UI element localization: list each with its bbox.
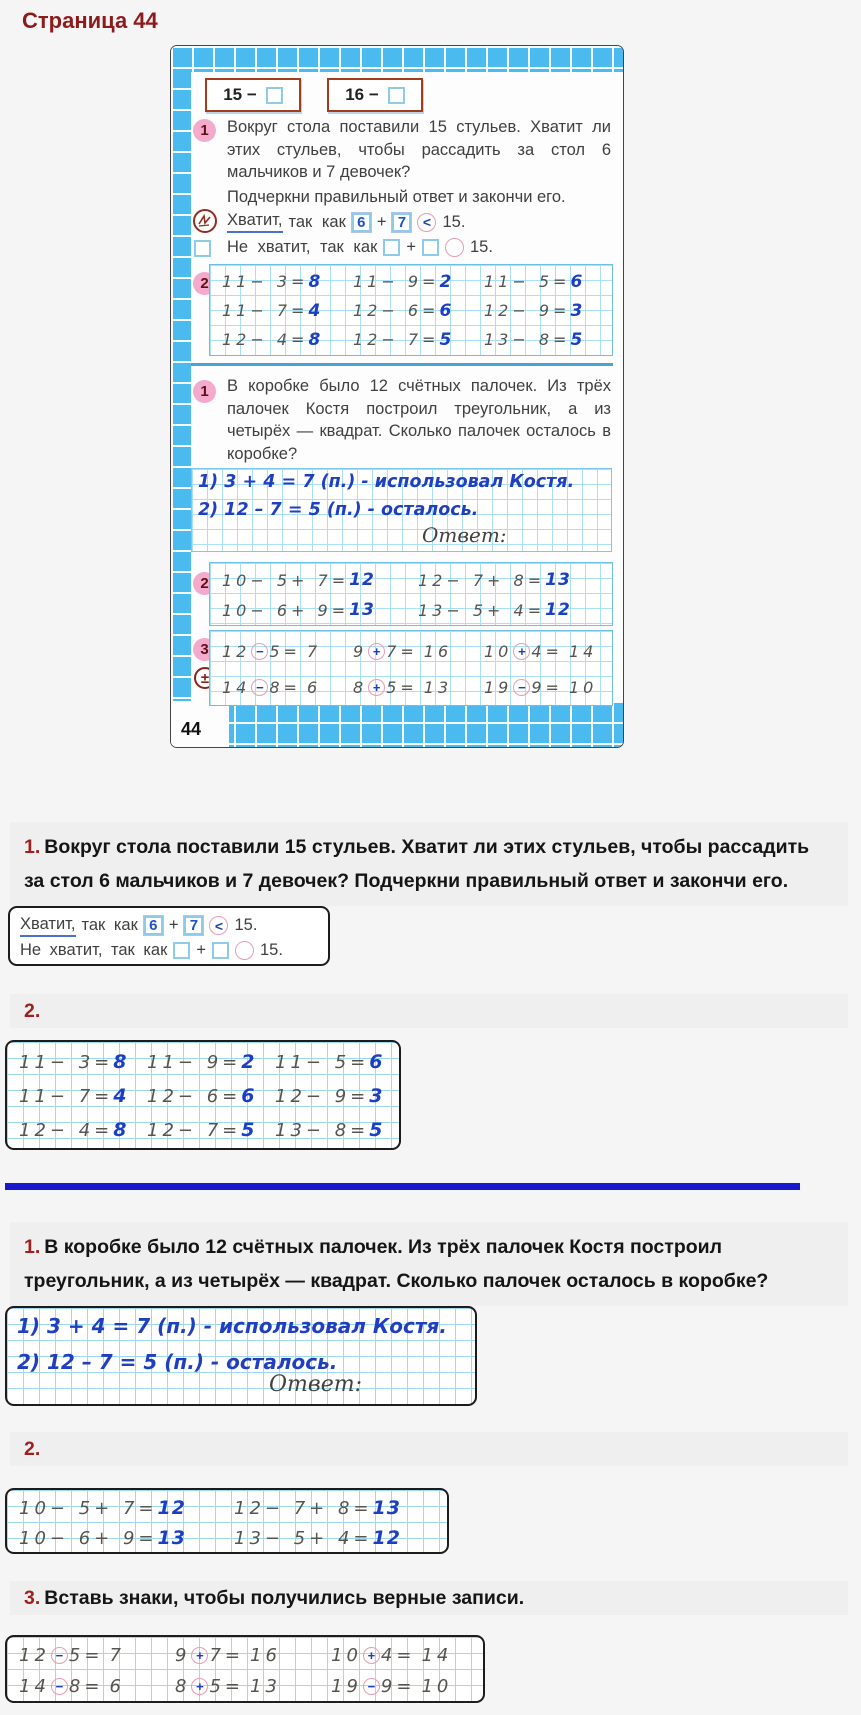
problem-number-badge: 1 — [193, 380, 216, 403]
equation: 10− 5+ 7= 12 — [222, 570, 375, 590]
task-section-3 — [10, 1222, 848, 1306]
task-text: Вставь знаки, чтобы получились верные записи. — [44, 1587, 525, 1609]
sign-circle: − — [363, 1678, 380, 1695]
section-divider — [5, 1183, 800, 1190]
answer-text: 15. — [469, 238, 493, 256]
number-box: 7 — [184, 916, 203, 935]
task-number: 2. — [24, 1438, 41, 1460]
pen-icon — [192, 208, 218, 234]
equation-grid — [209, 562, 613, 626]
empty-square-icon — [383, 239, 400, 256]
task-section-5 — [10, 1581, 848, 1615]
equation-grid — [5, 1040, 401, 1150]
equation-grid — [5, 1488, 449, 1554]
problem-text: Вокруг стола поставили 15 стульев. Хватит ли этих стульев, чтобы рассадить за стол 6 мальчиков и 7 девочек? — [227, 118, 611, 181]
equation-row — [222, 669, 612, 705]
answer-line-yes — [227, 211, 465, 233]
equation-row — [19, 1079, 399, 1113]
empty-circle-icon — [445, 238, 464, 257]
solution-box — [5, 1306, 477, 1406]
solution-line: 2) 12 – 7 = 5 (п.) - осталось. — [198, 500, 479, 520]
sign-circle: + — [191, 1647, 208, 1664]
sign-circle: + — [363, 1647, 380, 1664]
section-divider — [191, 363, 613, 366]
problem-number-badge: 2 — [193, 572, 216, 595]
equation: 12− 4= 8 — [222, 329, 322, 350]
equation: 12− 4= 8 — [19, 1119, 128, 1141]
header-box-label: 15 − — [223, 85, 257, 104]
checkbox-square-icon — [194, 240, 211, 257]
equation: 12− 7= 5 — [353, 329, 453, 350]
answer-text: так как — [288, 212, 346, 231]
problem-number-badge: 3 — [193, 638, 216, 661]
equation: 10− 6+ 9= 13 — [222, 600, 375, 620]
answer-text: Не хватит, так как — [227, 238, 378, 256]
answer-line-yes — [20, 913, 318, 938]
underlined-answer: Хватит, — [20, 915, 76, 937]
equation: 13− 8= 5 — [484, 329, 584, 350]
sign-equation: 9 + 7= 16 — [353, 641, 453, 661]
sign-equation-grid — [5, 1635, 485, 1703]
equation-row — [222, 325, 612, 354]
solution-line: 1) 3 + 4 = 7 (п.) - использовал Костя. — [198, 472, 575, 492]
page-title: Страница 44 — [22, 8, 158, 33]
workbook-scan-image — [170, 45, 624, 748]
task-section-2 — [10, 994, 848, 1028]
answer-line-no — [20, 938, 318, 963]
header-box-label: 16 − — [345, 85, 379, 104]
equation-row — [19, 1671, 483, 1702]
answer-label: Ответ: — [269, 1372, 362, 1397]
equation: 13− 5+ 4= 12 — [418, 600, 571, 620]
comparison-circle: < — [417, 213, 436, 232]
empty-square-icon — [388, 87, 405, 104]
answer-box — [8, 906, 330, 966]
sign-equation: 12 − 5= 7 — [19, 1645, 125, 1666]
equation: 10− 6+ 9= 13 — [19, 1527, 186, 1549]
equation-grid — [209, 264, 613, 356]
answer-text: 15. — [234, 916, 258, 934]
answer-label: Ответ: — [422, 523, 507, 547]
workbook-page-number: 44 — [181, 719, 202, 739]
plus-sign: + — [168, 916, 179, 934]
header-box-16 — [327, 78, 423, 112]
sign-circle: − — [51, 1647, 68, 1664]
equation: 12− 7+ 8= 13 — [234, 1497, 401, 1519]
workbook-content — [191, 72, 623, 701]
task-number: 1. — [24, 836, 41, 858]
problem-number-badge: 2 — [193, 272, 216, 295]
task-number: 3. — [24, 1587, 41, 1609]
sign-circle: + — [368, 643, 385, 660]
empty-square-icon — [266, 87, 283, 104]
task-text: В коробке было 12 счётных палочек. Из трёх палочек Костя построил треугольник, а из четырёх — квадрат. Сколько палочек осталось в коробке? — [24, 1236, 769, 1292]
problem-instruction: Подчеркни правильный ответ и закончи его. — [227, 188, 566, 206]
equation: 11− 9= 2 — [353, 271, 453, 292]
answer-text: так как — [81, 916, 138, 934]
equation-row — [222, 296, 612, 325]
equation-row — [222, 633, 612, 669]
equation-row — [222, 595, 612, 625]
task-number: 2. — [24, 1000, 41, 1022]
answer-line-no — [227, 238, 493, 257]
equation-row — [19, 1113, 399, 1147]
equation: 12− 9= 3 — [484, 300, 584, 321]
comparison-circle: < — [209, 916, 228, 935]
empty-circle-icon — [235, 941, 254, 960]
equation: 11− 5= 6 — [275, 1051, 384, 1073]
equation-row — [222, 267, 612, 296]
sign-circle: − — [513, 679, 530, 696]
sign-circle: − — [251, 643, 268, 660]
equation: 11− 5= 6 — [484, 271, 584, 292]
plus-sign: + — [196, 941, 206, 959]
solution-grid — [191, 468, 612, 552]
equation: 11− 7= 4 — [19, 1085, 128, 1107]
equation-row — [19, 1493, 447, 1523]
task-text: Вокруг стола поставили 15 стульев. Хватит ли этих стульев, чтобы рассадить за стол 6 мальчиков и 7 девочек? Подчеркни правильный ответ и закончи его. — [24, 836, 810, 892]
sign-equation: 8 + 5= 13 — [175, 1676, 281, 1697]
equation: 13− 8= 5 — [275, 1119, 384, 1141]
task-number: 1. — [24, 1236, 41, 1258]
equation: 11− 9= 2 — [147, 1051, 256, 1073]
equation: 12− 7+ 8= 13 — [418, 570, 571, 590]
sign-circle: − — [251, 679, 268, 696]
sign-circle: + — [513, 643, 530, 660]
sign-equation: 19 − 9= 10 — [484, 677, 598, 697]
solution-line: 1) 3 + 4 = 7 (п.) - использовал Костя. — [17, 1314, 447, 1338]
equation: 13− 5+ 4= 12 — [234, 1527, 401, 1549]
number-box: 7 — [392, 213, 411, 232]
equation: 12− 9= 3 — [275, 1085, 384, 1107]
number-box: 6 — [144, 916, 163, 935]
problem-text: В коробке было 12 счётных палочек. Из трёх палочек Костя построил треугольник, а из четырёх — квадрат. Сколько палочек осталось в коробке? — [227, 377, 611, 463]
plus-sign: + — [376, 212, 387, 231]
equation: 10− 5+ 7= 12 — [19, 1497, 186, 1519]
sign-equation: 10 + 4= 14 — [331, 1645, 453, 1666]
underlined-answer: Хватит, — [227, 211, 283, 233]
empty-square-icon — [422, 239, 439, 256]
equation: 12− 7= 5 — [147, 1119, 256, 1141]
sign-equation: 12 − 5= 7 — [222, 641, 322, 661]
sign-equation-grid — [209, 630, 613, 706]
workbook-border-left — [171, 46, 191, 747]
empty-square-icon — [173, 942, 190, 959]
answer-text: 15. — [259, 941, 283, 959]
sign-equation: 9 + 7= 16 — [175, 1645, 281, 1666]
equation-row — [19, 1640, 483, 1671]
problem-number-badge: 1 — [193, 119, 216, 142]
equation: 12− 6= 6 — [147, 1085, 256, 1107]
plus-sign: + — [406, 238, 416, 256]
equation-row — [19, 1045, 399, 1079]
equation: 11− 3= 8 — [19, 1051, 128, 1073]
number-box: 6 — [352, 213, 371, 232]
equation: 12− 6= 6 — [353, 300, 453, 321]
equation: 11− 3= 8 — [222, 271, 322, 292]
equation-row — [222, 565, 612, 595]
empty-square-icon — [212, 942, 229, 959]
header-box-15 — [205, 78, 301, 112]
sign-equation: 19 − 9= 10 — [331, 1676, 453, 1697]
sign-equation: 10 + 4= 14 — [484, 641, 598, 661]
solution-line: 2) 12 – 7 = 5 (п.) - осталось. — [17, 1350, 338, 1374]
task-section-1 — [10, 822, 848, 906]
sign-circle: + — [368, 679, 385, 696]
equation-row — [19, 1523, 447, 1553]
plus-minus-icon: ± — [194, 667, 216, 689]
equation: 11− 7= 4 — [222, 300, 322, 321]
sign-equation: 14 − 8= 6 — [222, 677, 322, 697]
task-section-4 — [10, 1432, 848, 1466]
sign-circle: + — [191, 1678, 208, 1695]
answer-text: Не хватит, так как — [20, 941, 168, 959]
sign-equation: 8 + 5= 13 — [353, 677, 453, 697]
workbook-border-bottom — [171, 701, 623, 747]
sign-circle: − — [51, 1678, 68, 1695]
answer-text: 15. — [442, 212, 466, 231]
sign-equation: 14 − 8= 6 — [19, 1676, 125, 1697]
workbook-border-top — [171, 46, 623, 72]
